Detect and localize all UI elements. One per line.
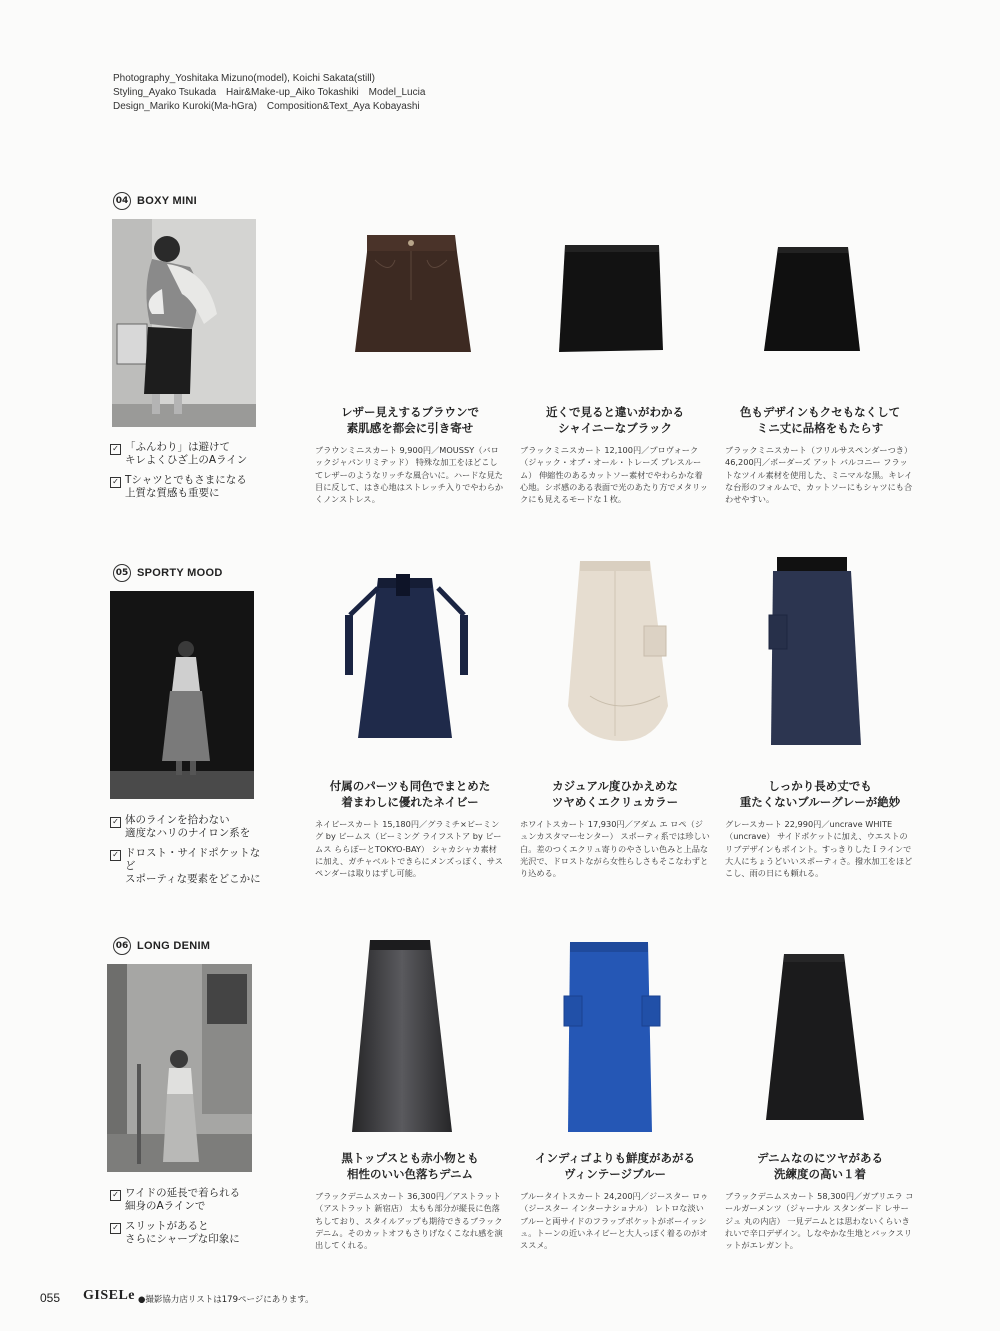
- section-title: LONG DENIM: [137, 940, 211, 952]
- magazine-logo: GISELe: [83, 1288, 136, 1303]
- black-shiny-mini-skirt-image: [555, 240, 670, 360]
- faded-black-denim-skirt-image: [348, 936, 458, 1136]
- check-icon: ✓: [110, 1190, 121, 1201]
- check-icon: ✓: [110, 817, 121, 828]
- item-title: インディゴよりも鮮度があがる ヴィンテージブルー: [534, 1151, 696, 1181]
- credit-line: Styling_Ayako Tsukada Hair&Make-up_Aiko Tokashiki Model_Lucia: [113, 87, 426, 98]
- brown-mini-skirt-image: [345, 230, 480, 360]
- navy-nylon-skirt-image: [340, 570, 475, 750]
- item-description: ネイビースカート 15,180円／グラミチ×ビーミング by ビームス（ビーミング ライフストア by ビームス ららぽーとTOKYO-BAY） シャカシャカ素材に加え、ガチャベルトできらにメンズっぽく、サスペンダーは取りはずし可能。: [315, 819, 503, 879]
- item-card: [520, 1150, 710, 1251]
- section-title: BOXY MINI: [137, 195, 197, 207]
- item-title: 黒トップスとも赤小物とも 相性のいい色落ちデニム: [341, 1151, 479, 1181]
- item-card: [315, 404, 505, 505]
- model-photo: [110, 591, 254, 799]
- section-header: [113, 937, 210, 955]
- section-number: 06: [113, 937, 131, 955]
- photo-credits: [113, 72, 425, 114]
- blue-denim-tight-skirt-image: [556, 936, 666, 1136]
- ecru-satin-skirt-image: [560, 556, 680, 751]
- section-number: 05: [113, 564, 131, 582]
- item-description: ブラックデニムスカート 36,300円／アストラット（アストラット 新宿店） 太もも部分が縦長に色落ちしており、スタイルアップも期待できるブラックデニム。そのカットオフもさりげなくこなれ感を演出してくれる。: [315, 1191, 503, 1251]
- checklist-item: ✓ ワイドの延長で着られる 細身のAラインで: [110, 1187, 260, 1213]
- section-header: [113, 564, 223, 582]
- credit-line: Photography_Yoshitaka Mizuno(model), Koichi Sakata(still): [113, 73, 375, 84]
- model-photo: [112, 219, 256, 427]
- item-card: [315, 778, 505, 879]
- section-header: [113, 192, 197, 210]
- section-title: SPORTY MOOD: [137, 567, 223, 579]
- item-card: [315, 1150, 505, 1251]
- checklist-item: ✓ Tシャツとでもさまになる 上質な質感も重要に: [110, 474, 260, 500]
- footer-note: ●撮影協力店リストは179ページにあります。: [138, 1295, 314, 1305]
- item-title: 色もデザインもクセもなくして ミニ丈に品格をもたらす: [739, 405, 901, 435]
- item-card: [725, 778, 915, 879]
- model-photo: [107, 964, 252, 1172]
- item-description: グレースカート 22,990円／uncrave WHITE（uncrave） サイドポケットに加え、ウエストのリブデザインもポイント。すっきりしたＩラインで大人にちょうどいいスポーティさ。撥水加工をほどこし、雨の日にも頼れる。: [725, 819, 913, 879]
- item-card: [520, 778, 710, 879]
- item-card: [725, 1150, 915, 1251]
- item-description: ブラックミニスカート 12,100円／プロヴォーク（ジャック・オブ・オール・トレーズ プレスルーム） 伸縮性のあるカットソー素材でやわらかな着心地。シボ感のある表面で光のあたり方でメタリックにも見えるモードな１枚。: [520, 445, 708, 505]
- item-title: カジュアル度ひかえめな ツヤめくエクリュカラー: [551, 779, 679, 809]
- checklist: [110, 441, 260, 507]
- item-title: デニムなのにツヤがある 洗練度の高い１着: [756, 1151, 884, 1181]
- page-number: 055: [40, 1291, 61, 1305]
- checklist-item: ✓ ドロスト・サイドポケットなど スポーティな要素をどこかに: [110, 847, 270, 886]
- section-number: 04: [113, 192, 131, 210]
- item-description: ブラックミニスカート（フリルサスペンダーつき）46,200円／ボーダーズ アット バルコニー フラットなツイル素材を使用した、ミニマルな黒。キレイな台形のフォルムで、カットソーにもシャツにも合わせやすい。: [725, 445, 913, 505]
- check-icon: ✓: [110, 1223, 121, 1234]
- checklist-item: ✓ スリットがあると さらにシャープな印象に: [110, 1220, 260, 1246]
- checklist-item: ✓ 「ふんわり」は避けて キレよくひざ上のAライン: [110, 441, 260, 467]
- check-icon: ✓: [110, 850, 121, 861]
- item-card: [725, 404, 915, 505]
- check-icon: ✓: [110, 444, 121, 455]
- credit-line: Design_Mariko Kuroki(Ma-hGra) Composition&Text_Aya Kobayashi: [113, 101, 420, 112]
- black-twill-mini-skirt-image: [760, 243, 870, 358]
- item-description: ブラウンミニスカート 9,900円／MOUSSY（バロックジャパンリミテッド） 特殊な加工をほどこしてレザーのようなリッチな風合いに。ハードな見た目に反して、はき心地はストレッチ入りでやわらかくノンストレス。: [315, 445, 504, 505]
- item-title: しっかり長め丈でも 重たくないブルーグレーが絶妙: [739, 779, 901, 809]
- item-title: レザー見えするブラウンで 素肌感を都会に引き寄せ: [341, 405, 479, 435]
- item-description: ブルータイトスカート 24,200円／ジースター ロゥ（ジースター インターナショナル） レトロな淡いブルーと両サイドのフラップポケットがボーイッシュ。トーンの近いネイビーと大人っぽく着るのがオススメ。: [520, 1191, 709, 1251]
- checklist: [110, 1187, 260, 1253]
- black-glossy-denim-skirt-image: [760, 950, 870, 1125]
- item-title: 近くで見ると違いがわかる シャイニーなブラック: [546, 405, 684, 435]
- checklist: [110, 814, 270, 893]
- bluegray-cargo-skirt-image: [765, 555, 865, 750]
- item-title: 付属のパーツも同色でまとめた 着まわしに優れたネイビー: [329, 779, 491, 809]
- item-description: ブラックデニムスカート 58,300円／ガブリエラ コールガーメンツ（ジャーナル スタンダード レサージュ 丸の内店） 一見デニムとは思わないくらいきれいで辛口デザイン。しなやかな生地とバックスリットがエレガント。: [725, 1191, 914, 1251]
- item-description: ホワイトスカート 17,930円／アダム エ ロペ（ジュンカスタマーセンター） スポーティ系では珍しい白。差のつくエクリュ寄りのやさしい色みと上品な光沢で、ドロストながら女性らしさもそこなわずとり込める。: [520, 819, 710, 879]
- item-card: [520, 404, 710, 505]
- checklist-item: ✓ 体のラインを拾わない 適度なハリのナイロン系を: [110, 814, 270, 840]
- check-icon: ✓: [110, 477, 121, 488]
